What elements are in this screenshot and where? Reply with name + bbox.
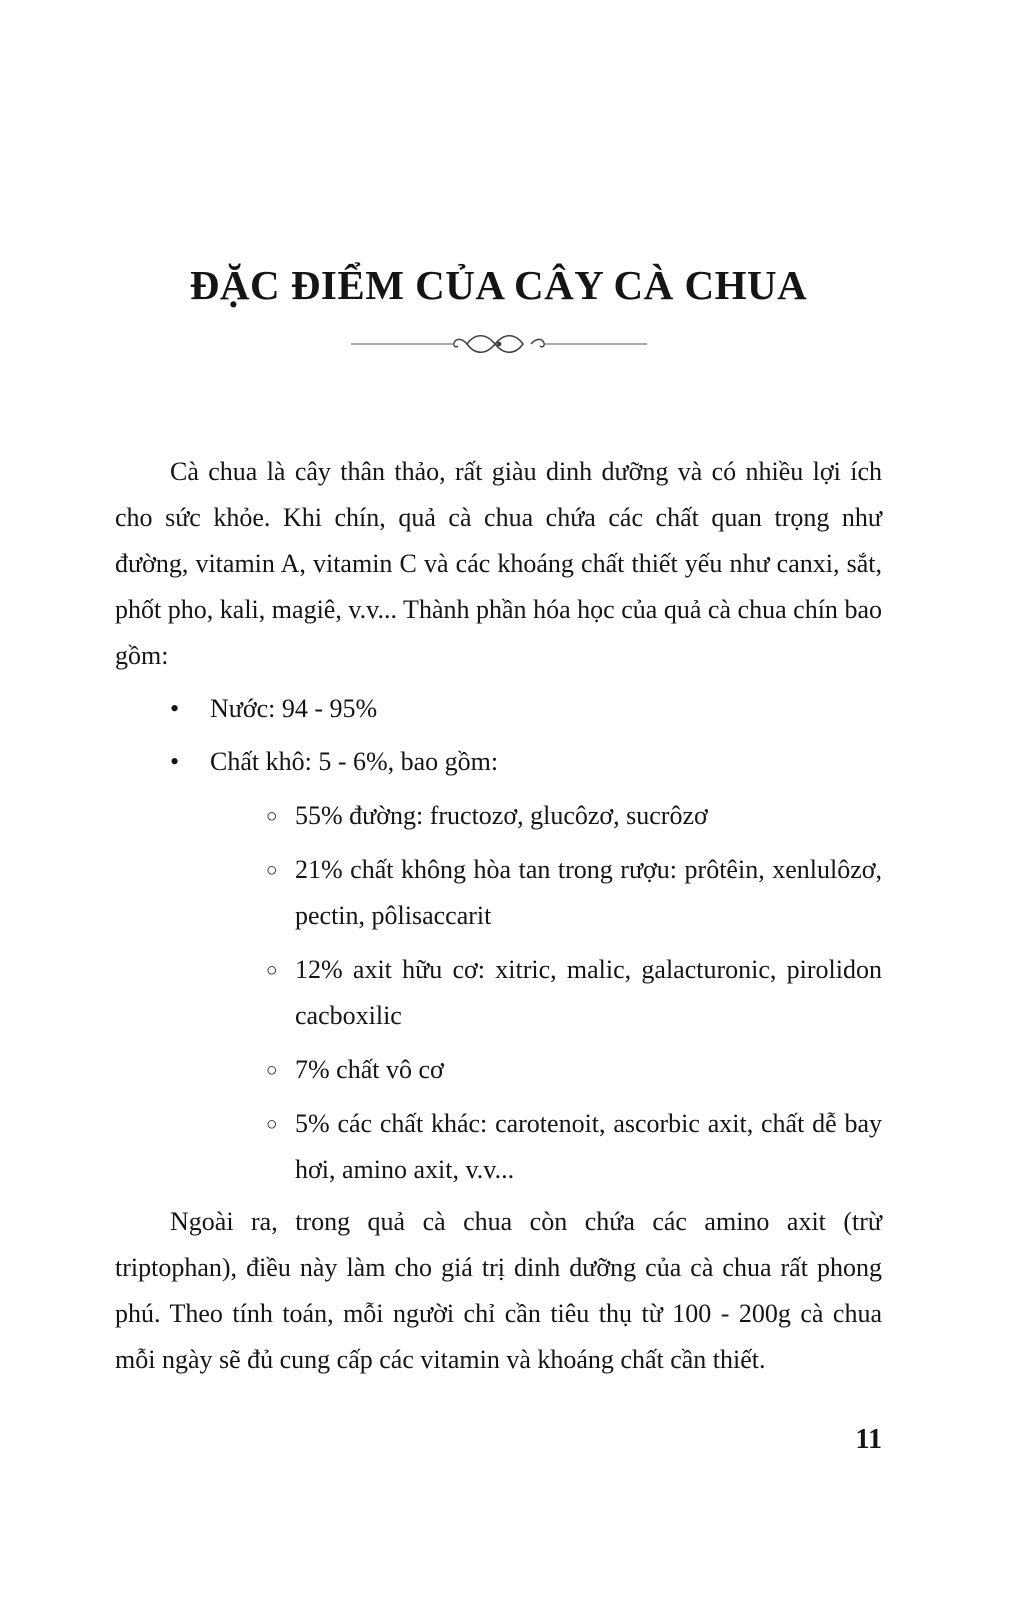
page-title: ĐẶC ĐIỂM CỦA CÂY CÀ CHUA — [189, 262, 808, 308]
sub-list-item: ○ 12% axit hữu cơ: xitric, malic, galacturonic, pirolidon cacboxilic — [115, 947, 882, 1039]
ornament-divider — [115, 331, 882, 357]
dry-matter-sublist — [115, 793, 882, 1193]
composition-list — [115, 686, 882, 785]
list-item: • Nước: 94 - 95% — [115, 686, 882, 732]
intro-paragraph: Cà chua là cây thân thảo, rất giàu dinh dưỡng và có nhiều lợi ích cho sức khỏe. Khi chín, quả cà chua chứa các chất quan trọng như đường, vitamin A, vitamin C và các khoáng chất thiết yếu như canxi, sắt, phốt pho, kali, magiê, v.v... Thành phần hóa học của quả cà chua chín bao gồm: — [115, 457, 882, 671]
sub-list-item: ○ 5% các chất khác: carotenoit, ascorbic axit, chất dễ bay hơi, amino axit, v.v... — [115, 1101, 882, 1193]
page-body — [115, 449, 882, 1383]
list-item: • Chất khô: 5 - 6%, bao gồm: — [115, 739, 882, 785]
flourish-icon — [349, 331, 649, 357]
sub-list-item: ○ 55% đường: fructozơ, glucôzơ, sucrôzơ — [115, 793, 882, 839]
outro-paragraph: Ngoài ra, trong quả cà chua còn chứa các amino axit (trừ triptophan), điều này làm cho giá trị dinh dưỡng của cà chua rất phong phú. Theo tính toán, mỗi người chỉ cần tiêu thụ từ 100 - 200g cà chua mỗi ngày sẽ đủ cung cấp các vitamin và khoáng chất cần thiết. — [115, 1207, 882, 1375]
sub-list-item: ○ 7% chất vô cơ — [115, 1047, 882, 1093]
page-number: 11 — [855, 1424, 882, 1455]
sub-list-item: ○ 21% chất không hòa tan trong rượu: prôtêin, xenlulôzơ, pectin, pôlisaccarit — [115, 847, 882, 939]
